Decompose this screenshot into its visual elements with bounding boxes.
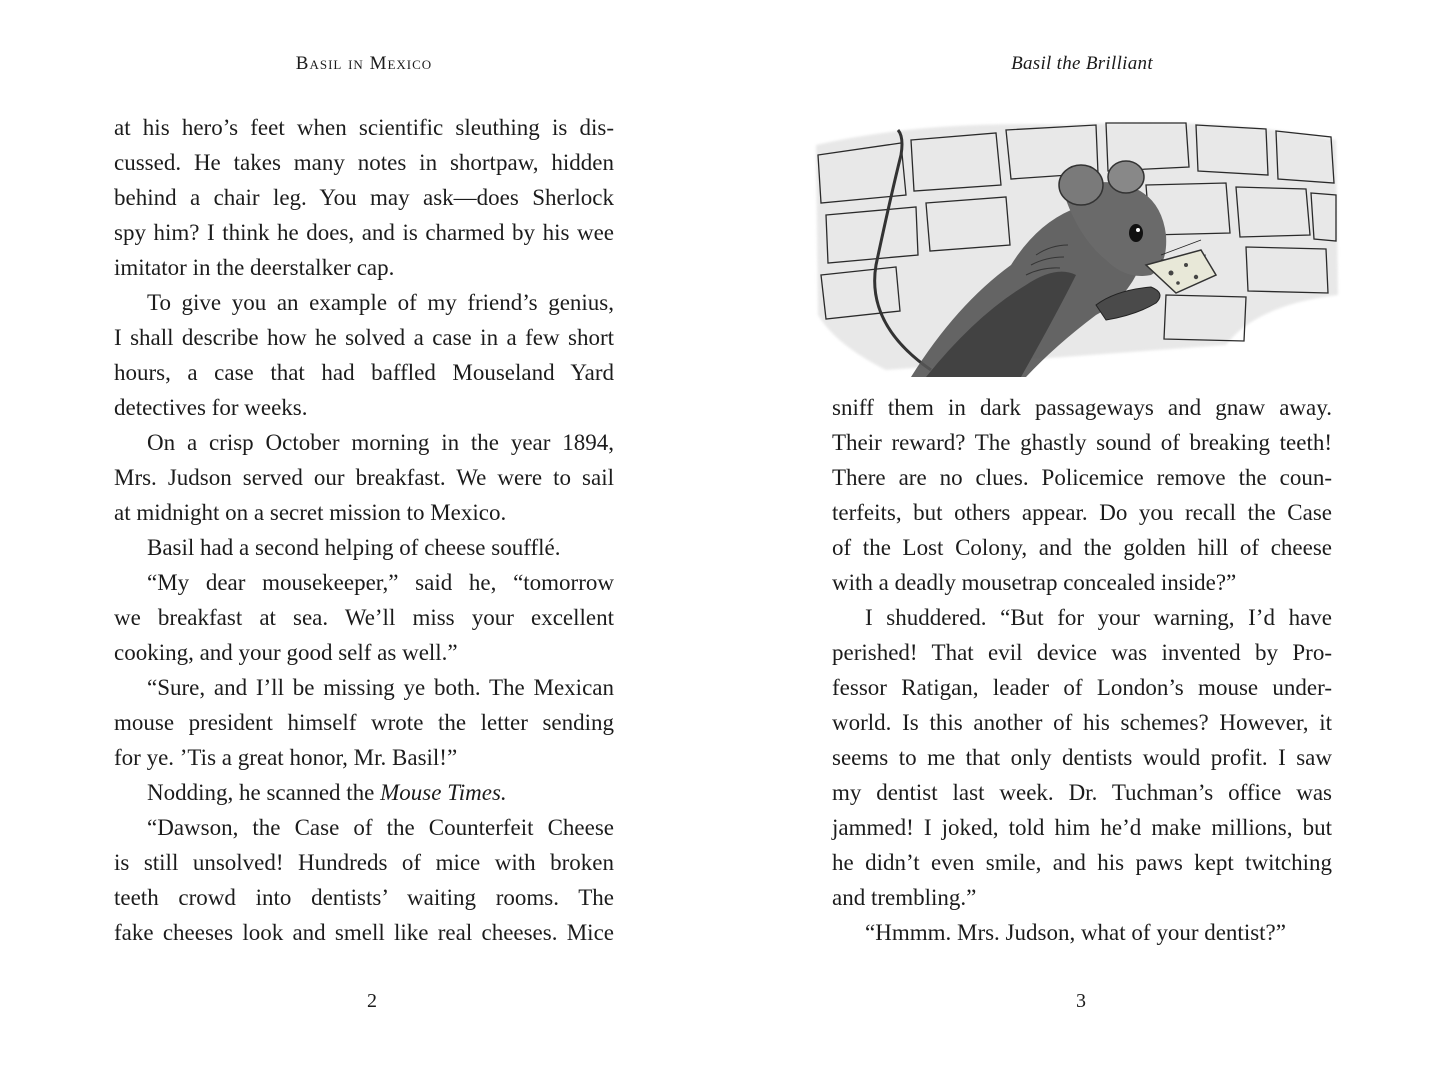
text-line: fake cheeses look and smell like real cheeses. Mice [114, 920, 614, 945]
text-line: at midnight on a secret mission to Mexico. [114, 500, 507, 525]
text-line: Nodding, he scanned the Mouse Times. [147, 780, 507, 805]
body-text-left [114, 110, 614, 950]
text-line: for ye. ’Tis a great honor, Mr. Basil!” [114, 745, 458, 770]
text-line: I shuddered. “But for your warning, I’d have [865, 605, 1332, 630]
text-line: is still unsolved! Hundreds of mice with broken [114, 850, 614, 875]
body-text-right [832, 390, 1332, 950]
text-line: “My dear mousekeeper,” said he, “tomorrow [147, 570, 614, 595]
text-line: Mrs. Judson served our breakfast. We were to sail [114, 465, 614, 490]
text-line: seems to me that only dentists would profit. I saw [832, 745, 1332, 770]
text-line: hours, a case that had baffled Mouseland Yard [114, 360, 614, 385]
text-line: On a crisp October morning in the year 1894, [147, 430, 614, 455]
text-line: sniff them in dark passageways and gnaw away. [832, 395, 1332, 420]
text-line: Basil had a second helping of cheese soufflé. [147, 535, 561, 560]
text-line: teeth crowd into dentists’ waiting rooms. The [114, 885, 614, 910]
text-line: There are no clues. Policemice remove the coun- [832, 465, 1332, 490]
text-line: behind a chair leg. You may ask—does Sherlock [114, 185, 614, 210]
text-line: imitator in the deerstalker cap. [114, 255, 395, 280]
right-page [722, 0, 1445, 1075]
text-line: spy him? I think he does, and is charmed by his wee [114, 220, 614, 245]
text-line: mouse president himself wrote the letter sending [114, 710, 614, 735]
text-line: we breakfast at sea. We’ll miss your excellent [114, 605, 614, 630]
page-number-left: 2 [367, 990, 377, 1012]
running-head-right: Basil the Brilliant [1011, 53, 1153, 74]
text-line: perished! That evil device was invented by Pro- [832, 640, 1332, 665]
left-page [0, 0, 722, 1075]
text-line: Their reward? The ghastly sound of breaking teeth! [832, 430, 1332, 455]
text-line: fessor Ratigan, leader of London’s mouse under- [832, 675, 1332, 700]
text-line: To give you an example of my friend’s genius, [147, 290, 614, 315]
text-line: “Dawson, the Case of the Counterfeit Cheese [147, 815, 614, 840]
text-line: of the Lost Colony, and the golden hill of cheese [832, 535, 1332, 560]
text-line: “Sure, and I’ll be missing ye both. The Mexican [147, 675, 614, 700]
text-line: with a deadly mousetrap concealed inside?” [832, 570, 1237, 595]
running-head-left: Basil in Mexico [295, 53, 433, 74]
text-line: my dentist last week. Dr. Tuchman’s office was [832, 780, 1332, 805]
text-line: I shall describe how he solved a case in a few short [114, 325, 614, 350]
text-line: “Hmmm. Mrs. Judson, what of your dentist?” [865, 920, 1286, 945]
text-line: at his hero’s feet when scientific sleuthing is dis- [114, 115, 614, 140]
text-line: terfeits, but others appear. Do you recall the Case [832, 500, 1332, 525]
text-line: world. Is this another of his schemes? However, it [832, 710, 1332, 735]
mouse-eating-cheese-illustration [806, 115, 1346, 380]
text-line: cussed. He takes many notes in shortpaw, hidden [114, 150, 614, 175]
text-line: cooking, and your good self as well.” [114, 640, 458, 665]
text-line: he didn’t even smile, and his paws kept twitching [832, 850, 1332, 875]
page-number-right: 3 [1076, 990, 1086, 1012]
text-line: detectives for weeks. [114, 395, 308, 420]
text-line: and trembling.” [832, 885, 977, 910]
text-line: jammed! I joked, told him he’d make millions, but [832, 815, 1332, 840]
